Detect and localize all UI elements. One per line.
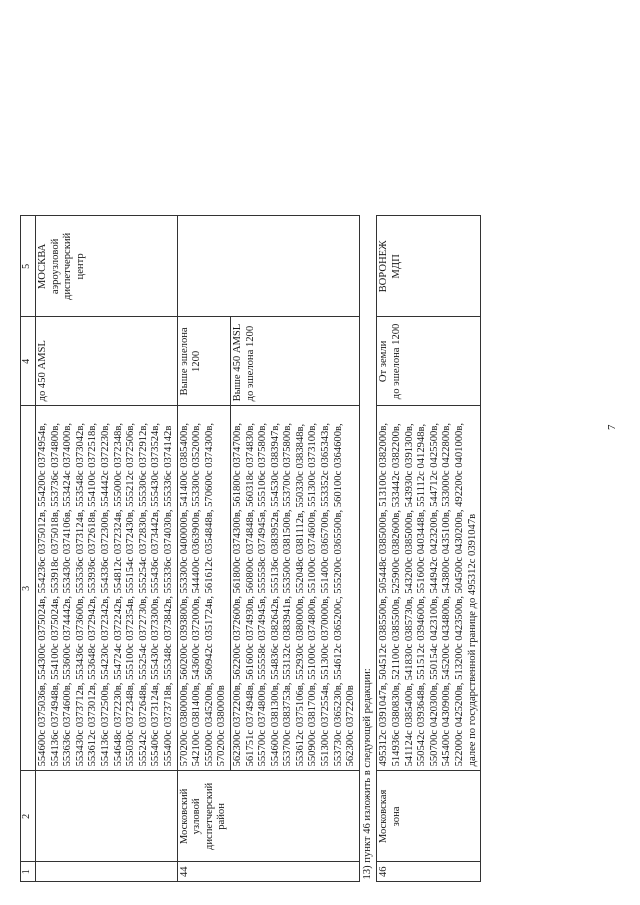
coord-line: 555700с 0374800в, 555558с 0374945в, 555558с 0374945в, 555106с 0375800в, — [257, 423, 269, 767]
coord-line: 555400с 0373718в, 555348с 0373842в, 555336с 0374030в, 555336с 0374142в — [162, 425, 174, 767]
coord-line: 555242с 0372648в, 555254с 0372730в, 555254с 0372830в, 555306с 0372912в, — [137, 423, 149, 767]
coord-line: 514936с 0380830в, 521100с 0385500в, 525900с 0382600в, 533442с 0382200в, — [391, 423, 403, 767]
coord-line: 542100с 0381400в, 543600с 0372000в, 544400с 0363900в, 553300с 0352000в, — [191, 423, 203, 767]
coord-line: 570200с 0380000в — [216, 685, 228, 767]
coord-line: 555030с 0372348в, 555100с 0372354в, 555154с 0372430в, 555212с 0372506в, — [125, 423, 137, 767]
coords-cell-46 — [377, 406, 481, 771]
coord-line: далее по государственной границе до 495312с 0391047в — [466, 513, 478, 767]
coord-line: 570200с 0380000в, 560200с 0393800в, 553300с 0400000в, 541400с 0385400в, — [178, 423, 190, 767]
row-number: 44 — [177, 862, 359, 882]
coord-line: 550542с 0393648в, 551512с 0394600в, 551600с 0403448в, 551112с 0412948в, — [416, 423, 428, 767]
altitude-cell: Выше эшелона 1200 — [177, 317, 230, 406]
coord-line: 553700с 0383753в, 553132с 0383941в, 553500с 0381500в, 553700с 0375800в, — [282, 423, 294, 767]
coord-line: 553612с 0375106в, 552930с 0380000в, 552048с 0381112в, 550330с 0383848в, — [294, 423, 306, 767]
cell-empty — [177, 216, 359, 317]
header-col-3: 3 — [21, 406, 36, 771]
cell-empty — [36, 862, 178, 882]
header-col-2: 2 — [21, 771, 36, 862]
coord-line: 553430с 0373712в, 553436с 0373600в, 553536с 0373124в, 553548с 0373042в, — [74, 423, 86, 767]
coord-line: 555406с 0373124в, 555430с 0373300в, 555436с 0373442в, 555430с 0373524в, — [150, 423, 162, 767]
coord-line: 555000с 0345200в, 560942с 0351724в, 561612с 0354848в, 570600с 0374300в, — [203, 423, 215, 767]
header-row — [21, 216, 36, 882]
cell-empty — [36, 771, 178, 862]
coord-line: 553730с 0365230в, 554612с 0365200с, 555200с 0365500в, 560100с 0364600в, — [332, 423, 344, 767]
row-number: 46 — [377, 862, 481, 882]
coord-line: 554648с 0372230в, 554724с 0372242в, 554812с 0372324в, 555000с 0372348в, — [112, 423, 124, 767]
coord-line: 554136с 0372500в, 554230с 0372342в, 554336с 0372300в, 554442с 0372230в, — [99, 423, 111, 767]
table-row-continued — [36, 216, 178, 882]
coord-line: 561751с 0374948в, 561600с 0374930в, 560800с 0374848в, 560318с 0374830в, — [244, 423, 256, 767]
altitude-cell: От земли до эшелона 1200 — [377, 317, 481, 406]
coord-line: 562300с 0372200в — [345, 685, 357, 767]
coord-line: 553612с 0373012в, 553648с 0372942в, 553936с 0372618в, 554100с 0372518в, — [87, 423, 99, 767]
table-row-46 — [377, 216, 481, 882]
coords-cell-continued — [36, 406, 178, 771]
unit-cell: МОСКВА аэроузловой диспетчерский центр — [36, 216, 178, 317]
table-row-44a — [177, 216, 230, 882]
header-col-5: 5 — [21, 216, 36, 317]
zone-name: Московская зона — [377, 771, 481, 862]
coords-cell-44b — [230, 406, 359, 771]
zone-name: Московский узловой диспетчерский район — [177, 771, 359, 862]
coord-line: 553636с 0374600в, 553600с 0374442в, 553430с 0374106в, 553424с 0374000в, — [62, 423, 74, 767]
amendment-note: 13) пункт 46 изложить в следующей редакции: — [359, 216, 377, 882]
coord-line: 522000с 0425200в, 513200с 0423500в, 504500с 0430200в, 492200с 0401000в, — [454, 423, 465, 767]
coord-line: 495312с 0391047в, 504512с 0385500в, 505448с 0385000в, 513100с 0382000в, — [378, 423, 390, 767]
amendment-note-row — [359, 216, 377, 882]
altitude-cell: до 450 AMSL — [36, 317, 178, 406]
coord-line: 562300с 0372200в, 562200с 0372600в, 561800с 0374300в, 561800с 0374700в, — [231, 423, 243, 767]
coord-line: 545400с 0430900в, 545200с 0434800в, 543800с 0435100в, 533000с 0422800в, — [441, 423, 453, 767]
rotated-sheet — [20, 22, 620, 882]
coord-line: 550900с 0381700в, 551000с 0374800в, 551000с 0374600в, 551300с 0373100в, — [307, 423, 319, 767]
coord-line: 554600с 0381300в, 554836с 0382642в, 555136с 0383952в, 554530с 0383947в, — [269, 423, 281, 767]
coord-line: 554136с 0374948в, 554100с 0375024в, 553918с 0375018в, 553736с 0374800в, — [49, 423, 61, 767]
header-col-4: 4 — [21, 317, 36, 406]
coord-line: 541124с 0385400в, 541830с 0385730в, 543200с 0385000в, 543930с 0391300в, — [403, 423, 415, 767]
altitude-cell: Выше 450 AMSL до эшелона 1200 — [230, 317, 359, 406]
coord-line: 551300с 0372554в, 551300с 0370000в, 551400с 0365700в, 553352с 0365343в, — [320, 423, 332, 767]
coord-line: 554600с 0375036в, 554300с 0375024в, 554236с 0375012в, 554200с 0374954в, — [37, 423, 48, 767]
page-number: 7 — [606, 424, 618, 430]
coords-cell-44a — [177, 406, 230, 771]
coord-line: 550700с 0420300в, 550154с 0423100в, 544942с 0423200в, 544712с 0425500в, — [428, 423, 440, 767]
unit-cell: ВОРОНЕЖ МДП — [377, 216, 481, 317]
airspace-table — [20, 215, 481, 882]
header-col-1: 1 — [21, 862, 36, 882]
